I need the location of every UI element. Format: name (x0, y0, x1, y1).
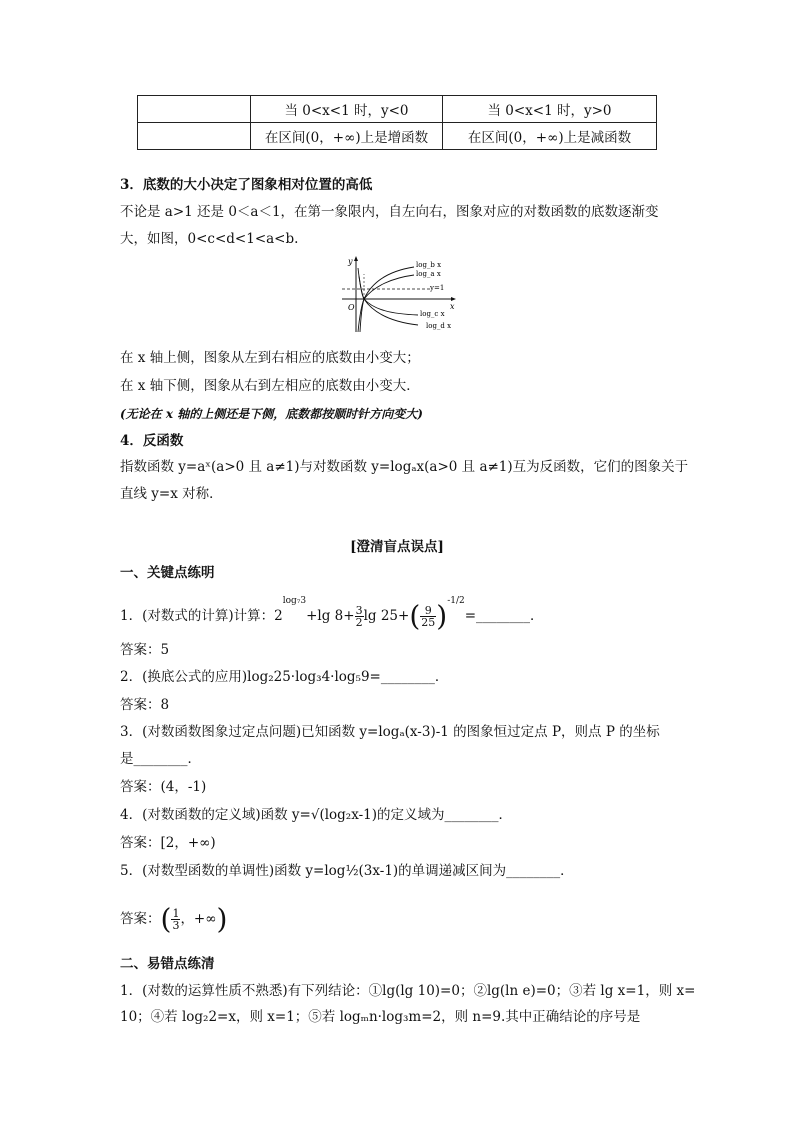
note-text: (无论在 x 轴的上侧还是下侧，底数都按顺时针方向变大) (120, 407, 423, 421)
curve-label: log_d x (426, 322, 452, 330)
curve-label: log_b x (416, 261, 442, 269)
exponent: log₇3 (282, 595, 307, 606)
answer-label: 答案： (120, 911, 161, 927)
denominator: 3 (172, 919, 180, 932)
question-1-cont: 10；④若 log₂2=x，则 x=1；⑤若 logₘn·log₃m=2，则 n=9.其中正确结论的序号是 (120, 1009, 641, 1025)
numerator: 1 (172, 907, 180, 920)
numerator: 3 (355, 604, 363, 617)
question-4: 4．(对数函数的定义域)函数 y=√(log₂x-1)的定义域为________． (120, 807, 513, 823)
table-cell: 在区间(0，+∞)上是减函数 (443, 123, 657, 150)
question-text: =________． (464, 608, 544, 624)
question-3: 3．(对数函数图象过定点问题)已知函数 y=logₐ(x-3)-1 的图象恒过定点 P，则点 P 的坐标 (120, 724, 660, 740)
table-cell-empty (138, 96, 251, 123)
x-axis-arrow (451, 297, 456, 301)
paren-right: ) (216, 902, 228, 936)
answer (120, 902, 228, 936)
denominator: 25 (421, 616, 436, 629)
comparison-table (137, 95, 657, 150)
y-axis-label: y (348, 257, 353, 266)
table-cell: 在区间(0，+∞)上是增函数 (251, 123, 443, 150)
section-heading: 4．反函数 (120, 433, 184, 449)
paragraph-line: 大，如图，0<c<d<1<a<b. (120, 231, 299, 247)
table-cell-empty (138, 123, 251, 150)
paragraph-line: 直线 y=x 对称． (120, 486, 223, 502)
question-text: 1．(对数式的计算)计算：2 (120, 608, 283, 624)
denominator: 2 (355, 616, 363, 629)
answer-text: ，+∞ (180, 911, 217, 927)
numerator: 9 (420, 605, 436, 617)
fraction (420, 605, 436, 628)
table-row (138, 96, 657, 123)
question-5: 5．(对数型函数的单调性)函数 y=log½(3x-1)的单调递减区间为________． (120, 863, 574, 879)
answer: 答案：5 (120, 642, 170, 658)
question-1: 1．(对数的运算性质不熟悉)有下列结论：①lg(lg 10)=0；②lg(ln e)=0；③若 lg x=1，则 x= (120, 983, 696, 999)
question-text: lg 25+ (363, 608, 410, 624)
fraction (355, 605, 364, 628)
part-heading: 一、关键点练明 (120, 565, 215, 581)
table-row (138, 123, 657, 150)
question-2: 2．(换底公式的应用)log₂25·log₃4·log₅9=________． (120, 669, 449, 685)
question-1 (120, 595, 544, 633)
log-function-graph (338, 254, 462, 336)
section-title: [澄清盲点误点] (350, 539, 444, 555)
answer: 答案：[2，+∞) (120, 835, 216, 851)
question-text: +lg 8+ (306, 608, 355, 624)
paren-left: ( (409, 599, 421, 633)
exponent: -1/2 (447, 595, 465, 606)
y-equals-1-label: y=1 (430, 284, 445, 292)
paren-right: ) (436, 599, 448, 633)
curve-label: log_a x (416, 270, 441, 278)
question-3-cont: 是________． (120, 751, 201, 767)
section-heading: 3．底数的大小决定了图象相对位置的高低 (120, 177, 373, 193)
curve-label: log_c x (420, 310, 445, 318)
paragraph-line: 不论是 a>1 还是 0＜a＜1，在第一象限内，自左向右，图象对应的对数函数的底数逐渐变 (120, 204, 659, 220)
answer: 答案：8 (120, 697, 170, 713)
paragraph-line: 指数函数 y=aˣ(a>0 且 a≠1)与对数函数 y=logₐx(a>0 且 a≠1)互为反函数，它们的图象关于 (120, 459, 689, 475)
table-cell: 当 0<x<1 时，y<0 (251, 96, 443, 123)
paragraph-line: 在 x 轴上侧，图象从左到右相应的底数由小变大； (120, 350, 420, 366)
part-heading: 二、易错点练清 (120, 956, 215, 972)
paragraph-line: 在 x 轴下侧，图象从右到左相应的底数由小变大． (120, 378, 420, 394)
answer: 答案：(4，-1) (120, 779, 207, 795)
table-cell: 当 0<x<1 时，y>0 (443, 96, 657, 123)
paren-left: ( (160, 902, 172, 936)
origin-label: O (348, 303, 355, 312)
x-axis-label: x (450, 302, 455, 311)
y-axis-arrow (354, 256, 358, 261)
curve-log-d (359, 276, 418, 325)
